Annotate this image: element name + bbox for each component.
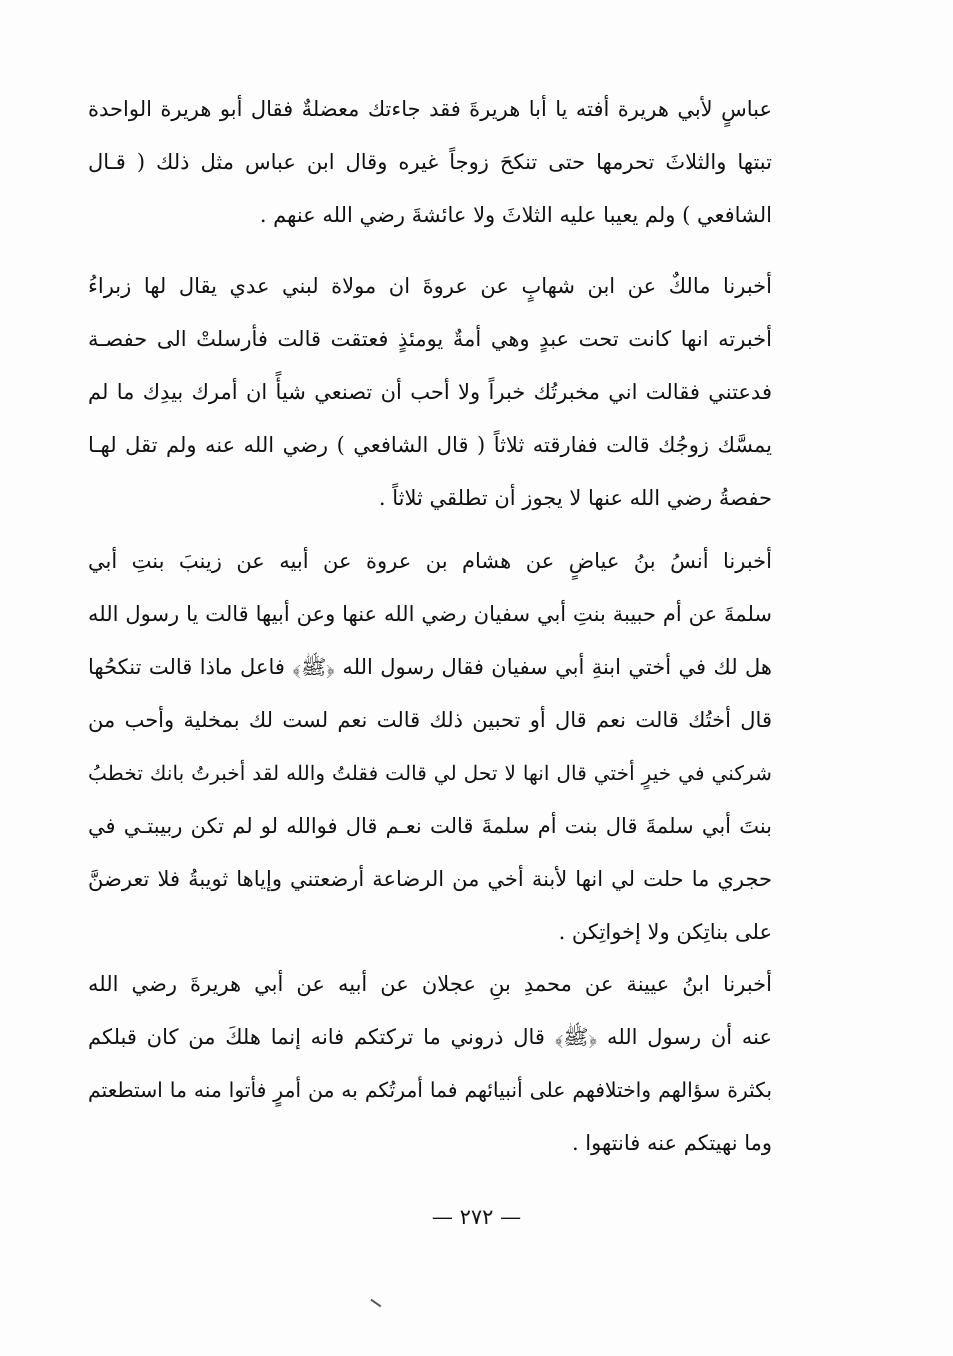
scan-speck bbox=[371, 1299, 382, 1307]
text-line: الشافعي ) ولم يعيبا عليه الثلاثَ ولا عائشةَ رضي الله عنهم . bbox=[259, 203, 772, 227]
text-line: حفصةُ رضي الله عنها لا يجوز أن تطلقي ثلاثاً . bbox=[378, 486, 772, 510]
text-line: عباسٍ لأبي هريرة أفته يا أبا هريرةَ فقد جاءتك معضلةٌ فقال أبو هريرة الواحدة bbox=[88, 97, 772, 121]
text-line: أخبرنا ابنُ عيينة عن محمدِ بنِ عجلان عن أبيه عن أبي هريرةَ رضي الله bbox=[88, 972, 772, 996]
paragraph-malik-hafsa bbox=[88, 260, 772, 525]
paragraph-abbas-abu-hurayra bbox=[88, 83, 772, 242]
text-line: تبتها والثلاثَ تحرمها حتى تنكحَ زوجاً غيره وقال ابن عباس مثل ذلك ( قـال bbox=[88, 150, 772, 174]
text-line: بكثرة سؤالهم واختلافهم على أنبيائهم فما أمرتُكم به من أمرٍ فأتوا منه ما استطعتم bbox=[88, 1078, 772, 1102]
text-line: بنتَ أبي سلمةَ قال بنت أم سلمةَ قالت نعـم قال فوالله لو لم تكن ربيبتـي في bbox=[88, 814, 772, 838]
text-line: سلمةَ عن أم حبيبة بنتِ أبي سفيان رضي الله عنها وعن أبيها قالت يا رسول الله bbox=[88, 602, 772, 626]
text-line: يمسَّك زوجُك قالت ففارقته ثلاثاً ( قال الشافعي ) رضي الله عنه ولم تقل لهـا bbox=[88, 433, 772, 457]
paragraph-anas-umm-habiba bbox=[88, 535, 772, 959]
text-line: على بناتِكن ولا إخواتِكن . bbox=[558, 920, 772, 944]
page-number: — ٢٧٢ — bbox=[431, 1205, 522, 1229]
text-line: قال أختُك قالت نعم قال أو تحبين ذلك قالت نعم لست لك بمخلية وأحب من bbox=[88, 708, 772, 732]
text-line: حجري ما حلت لي انها لأبنة أخي من الرضاعة أرضعتني وإياها ثويبةُ فلا تعرضنَّ bbox=[88, 867, 772, 891]
text-line: هل لك في أختي ابنةِ أبي سفيان فقال رسول الله ﴿ﷺ﴾ فاعل ماذا قالت تنكحُها bbox=[88, 655, 772, 679]
text-line: شركني في خيرٍ أختي قال انها لا تحل لي قالت فقلتُ والله لقد أخبرتُ بانك تخطبُ bbox=[88, 761, 772, 785]
text-line: أخبرنا أنسُ بنُ عياضٍ عن هشام بن عروة عن أبيه عن زينبَ بنتِ أبي bbox=[88, 549, 772, 573]
text-line: أخبرته انها كانت تحت عبدٍ وهي أمةٌ يومئذٍ فعتقت قالت فأرسلتْ الى حفصـة bbox=[88, 327, 772, 351]
text-line: عنه أن رسول الله ﴿ﷺ﴾ قال ذروني ما تركتكم فانه إنما هلكَ من كان قبلكم bbox=[88, 1025, 772, 1049]
text-line: أخبرنا مالكٌ عن ابن شهابٍ عن عروةَ ان مولاة لبني عدي يقال لها زبراءُ bbox=[88, 274, 772, 298]
text-line: فدعتني فقالت اني مخبرتُك خبراً ولا أحب أن تصنعي شيأً ان أمرك بيدِك ما لم bbox=[88, 380, 772, 404]
text-line: وما نهيتكم عنه فانتهوا . bbox=[571, 1131, 772, 1155]
paragraph-ibn-uyayna bbox=[88, 958, 772, 1170]
